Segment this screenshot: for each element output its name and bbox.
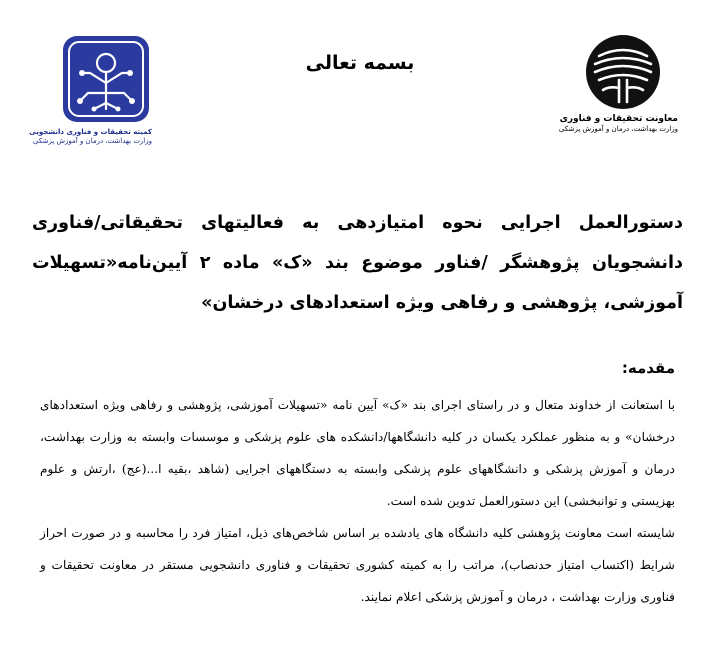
deputy-logo <box>558 32 678 147</box>
student-research-committee-logo-icon <box>60 33 152 125</box>
document-title: دستورالعمل اجرایی نحوه امتیازدهی به فعالیتهای تحقیقاتی/فناوری دانشجویان پژوهشگر /فناور موضوع بند «ک» ماده ۲ آیین‌نامه«تسهیلات آموزشی، پژوهشی و رفاهی ویژه استعدادهای درخشان» <box>32 213 683 313</box>
deputy-logo-subcaption: وزارت بهداشت، درمان و آموزش پزشکی <box>558 125 678 133</box>
section-heading-introduction: مقدمه: <box>621 359 675 377</box>
committee-logo <box>29 33 152 153</box>
research-tree-logo-icon <box>583 32 663 112</box>
paragraph: با استعانت از خداوند متعال و در راستای اجرای بند «ک» آیین نامه «تسهیلات آموزشی، پژوهشی و رفاهی ویژه استعدادهای درخشان» و به منظور عملکرد یکسان در کلیه دانشگاهها/دانشکده های علوم پزشکی و موسسات وابسته به وزارت بهداشت، درمان و آموزش پزشکی و دانشگاههای علوم پزشکی وابسته به دستگاههای اجرایی (شاهد ،بقیه ا...(عج) ،ارتش و علوم بهزیستی و توانبخشی) این دستورالعمل تدوین شده است. <box>40 398 675 508</box>
committee-logo-subcaption: وزارت بهداشت، درمان و آموزش پزشکی <box>32 137 152 145</box>
paragraph: شایسته است معاونت پژوهشی کلیه دانشگاه های یادشده بر اساس شاخص‌های ذیل، امتیاز فرد را محاسبه و در صورت احراز شرایط (اکتساب امتیاز حدنصاب)، مراتب را به کمیته کشوری تحقیقات و فناوری دانشجویی مستقر در معاونت تحقیقات و فناوری وزارت بهداشت ، درمان و آموزش پزشکی اعلام نمایند. <box>40 526 675 604</box>
committee-logo-caption: کمیته تحقیقات و فناوری دانشجویی <box>29 128 152 136</box>
deputy-logo-caption: معاونت تحقیقات و فناوری <box>559 114 678 124</box>
basmala-heading: بسمه تعالی <box>305 52 415 74</box>
document-body <box>40 389 675 613</box>
